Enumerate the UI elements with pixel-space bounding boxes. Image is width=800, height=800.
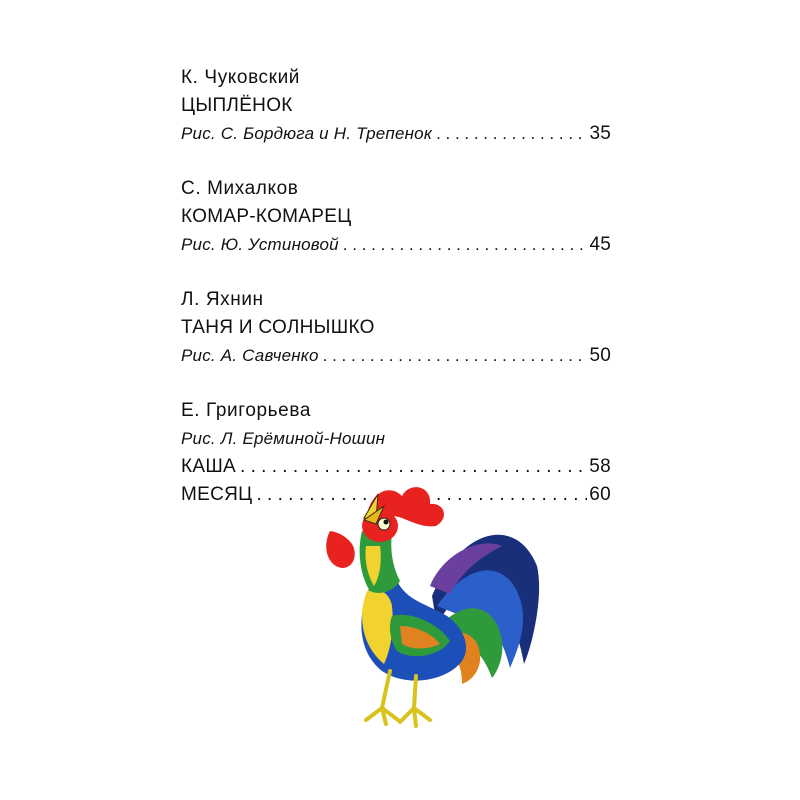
illustrator-credit: Рис. С. Бордюга и Н. Трепенок bbox=[181, 124, 433, 143]
rooster-wattle bbox=[326, 531, 355, 568]
dot-leader bbox=[343, 231, 588, 259]
page-number: 35 bbox=[589, 123, 611, 144]
rooster-leg bbox=[400, 676, 430, 726]
author-name: К. Чуковский bbox=[181, 67, 301, 88]
author-name: Л. Яхнин bbox=[181, 289, 264, 310]
page-number: 45 bbox=[589, 234, 611, 255]
rooster-eye bbox=[378, 518, 390, 530]
table-of-contents bbox=[181, 64, 611, 509]
illustrator-line bbox=[181, 231, 611, 259]
toc-entry-yakhnin bbox=[181, 286, 611, 370]
illustrator-line bbox=[181, 342, 611, 370]
rooster-breast bbox=[362, 589, 393, 664]
page-number: 50 bbox=[589, 345, 611, 366]
illustrator-credit: Рис. А. Савченко bbox=[181, 346, 319, 365]
toc-entry-mikhalkov bbox=[181, 175, 611, 259]
rooster-icon bbox=[312, 476, 544, 742]
story-title: КАША bbox=[181, 456, 237, 477]
rooster-leg bbox=[366, 671, 398, 724]
illustrator-credit: Рис. Ю. Устиновой bbox=[181, 235, 339, 254]
author-name: С. Михалков bbox=[181, 178, 299, 199]
story-title: КОМАР-КОМАРЕЦ bbox=[181, 206, 352, 227]
rooster-pupil bbox=[384, 520, 389, 525]
illustrator-credit: Рис. Л. Ерёминой-Ношин bbox=[181, 429, 386, 448]
story-title: ЦЫПЛЁНОК bbox=[181, 95, 293, 116]
page-number: 60 bbox=[589, 484, 611, 505]
dot-leader bbox=[323, 342, 588, 370]
page-number: 58 bbox=[589, 456, 611, 477]
dot-leader bbox=[436, 120, 587, 148]
story-title: МЕСЯЦ bbox=[181, 484, 253, 505]
author-name: Е. Григорьева bbox=[181, 400, 311, 421]
toc-entry-chukovsky bbox=[181, 64, 611, 148]
illustrator-line bbox=[181, 120, 611, 148]
story-title: ТАНЯ И СОЛНЫШКО bbox=[181, 317, 375, 338]
